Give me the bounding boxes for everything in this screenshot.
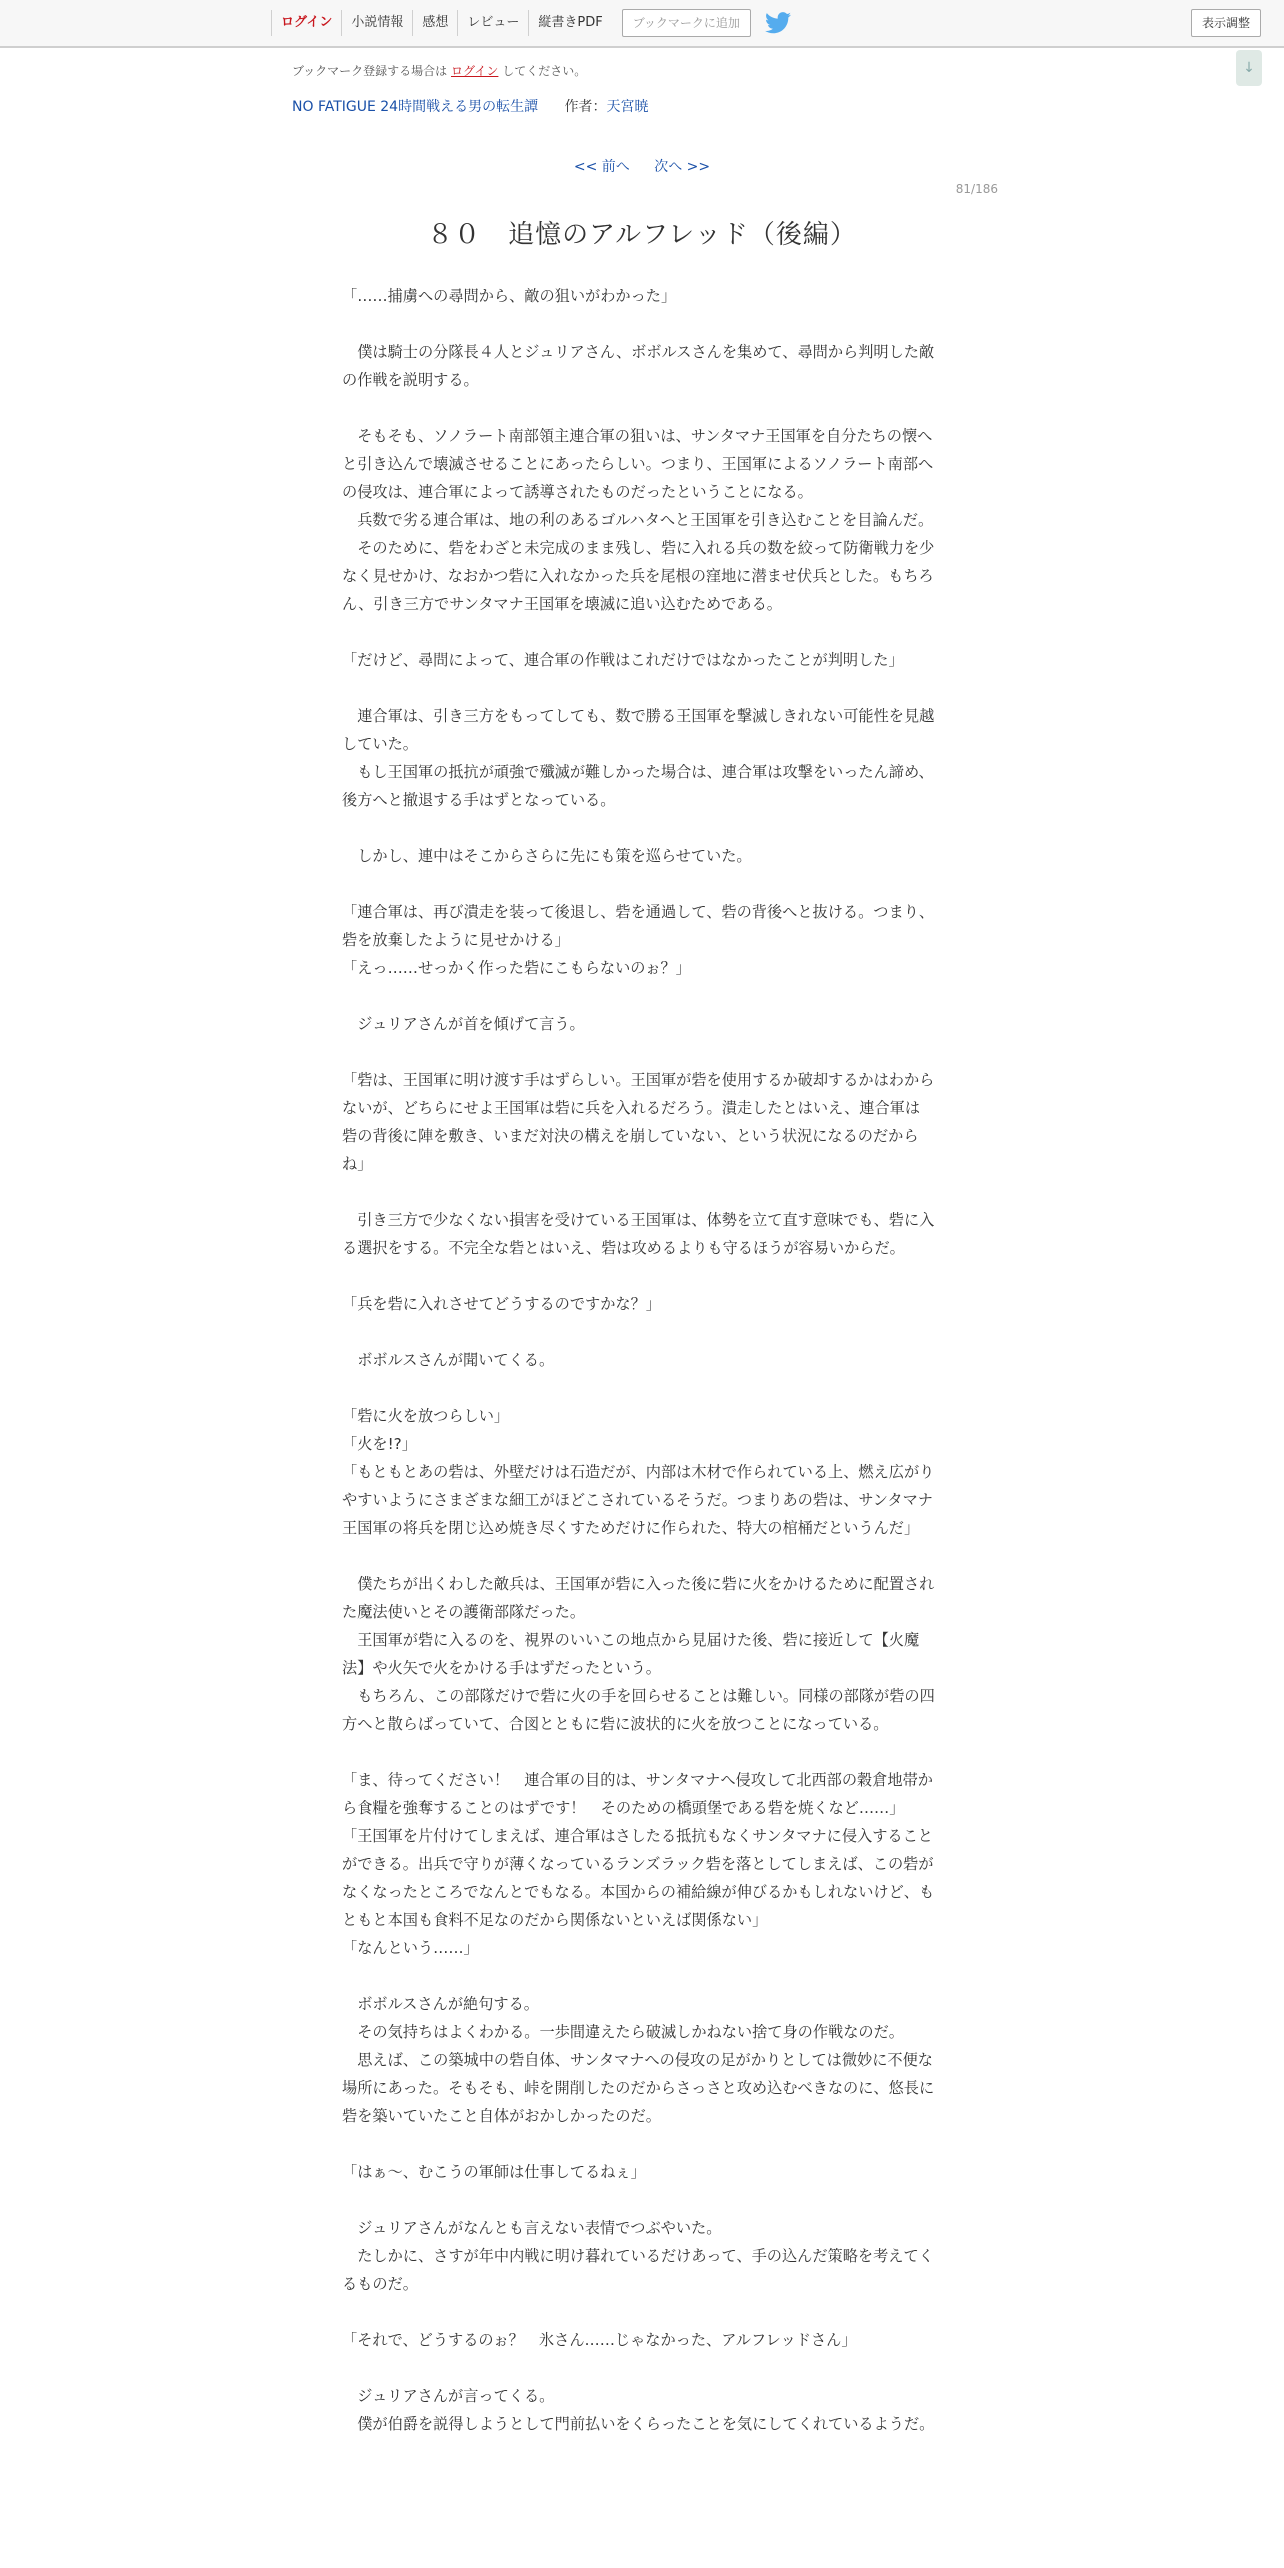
chapter-body: [342, 282, 935, 2438]
blank-line: [342, 2298, 935, 2326]
blank-line: [342, 310, 935, 338]
paragraph: 引き三方で少なくない損害を受けている王国軍は、体勢を立て直す意味でも、砦に入る選択をする。不完全な砦とはいえ、砦は攻めるよりも守るほうが容易いからだ。: [342, 1211, 935, 1257]
paragraph: もし王国軍の抵抗が頑強で殲滅が難しかった場合は、連合軍は攻撃をいったん諦め、後方へと撤退する手はずとなっている。: [342, 763, 934, 809]
paragraph: 兵数で劣る連合軍は、地の利のあるゴルハタへと王国軍を引き込むことを目論んだ。: [342, 511, 934, 529]
paragraph: 「だけど、尋問によって、連合軍の作戦はこれだけではなかったことが判明した」: [342, 651, 904, 669]
paragraph: 「ま、待ってください！ 連合軍の目的は、サンタマナへ侵攻して北西部の穀倉地帯から食糧を強奪することのはずです！ そのための橋頭堡である砦を焼くなど……」: [342, 1771, 933, 1817]
nav-pdf-link[interactable]: 縦書きPDF: [528, 10, 611, 36]
bookmark-note-text: ブックマーク登録する場合は: [292, 64, 448, 78]
paragraph: 僕は騎士の分隊長４人とジュリアさん、ボボルスさんを集めて、尋問から判明した敵の作戦を説明する。: [342, 343, 935, 389]
paragraph: ジュリアさんが言ってくる。: [342, 2387, 555, 2405]
blank-line: [342, 1962, 935, 1990]
paragraph: ジュリアさんが首を傾げて言う。: [342, 1015, 585, 1033]
blank-line: [342, 1178, 935, 1206]
novel-header: [292, 96, 649, 116]
blank-line: [342, 1542, 935, 1570]
next-chapter-link[interactable]: 次へ >>: [654, 159, 711, 175]
paragraph: 「砦は、王国軍に明け渡す手はずらしい。王国軍が砦を使用するか破却するかはわからないが、どちらにせよ王国軍は砦に兵を入れるだろう。潰走したとはいえ、連合軍は砦の背後に陣を敷き、いまだ対決の構えを崩していない、という状況になるのだからね」: [342, 1071, 935, 1173]
bookmark-login-link[interactable]: ログイン: [451, 64, 499, 78]
blank-line: [342, 674, 935, 702]
blank-line: [342, 1318, 935, 1346]
author-link[interactable]: 天宮暁: [606, 99, 649, 115]
blank-line: [342, 1374, 935, 1402]
scroll-down-tab[interactable]: ↓: [1236, 50, 1262, 86]
paragraph: 「それで、どうするのぉ？ 氷さん……じゃなかった、アルフレッドさん」: [342, 2331, 857, 2349]
blank-line: [342, 1038, 935, 1066]
blank-line: [342, 2130, 935, 2158]
blank-line: [342, 982, 935, 1010]
prev-chapter-link[interactable]: << 前へ: [573, 159, 630, 175]
nav-review-link[interactable]: レビュー: [457, 10, 528, 36]
chapter-count: 81/186: [955, 182, 998, 196]
paragraph: 「砦に火を放つらしい」: [342, 1407, 510, 1425]
paragraph: たしかに、さすが年中内戦に明け暮れているだけあって、手の込んだ策略を考えてくるものだ。: [342, 2247, 934, 2293]
bookmark-login-note: [292, 62, 586, 79]
paragraph: しかし、連中はそこからさらに先にも策を巡らせていた。: [342, 847, 752, 865]
paragraph: 「はぁ～、むこうの軍師は仕事してるねぇ」: [342, 2163, 646, 2181]
paragraph: 僕たちが出くわした敵兵は、王国軍が砦に入った後に砦に火をかけるために配置された魔法使いとその護衛部隊だった。: [342, 1575, 935, 1621]
chapter-pager: [0, 156, 1284, 176]
blank-line: [342, 1738, 935, 1766]
paragraph: 「王国軍を片付けてしまえば、連合軍はさしたる抵抗もなくサンタマナに侵入することができる。出兵で守りが薄くなっているランズラック砦を落としてしまえば、この砦がなくなったところでなんとでもなる。本国からの補給線が伸びるかもしれないけど、もともと本国も食料不足なのだから関係ないといえば関係ない」: [342, 1827, 935, 1929]
blank-line: [342, 870, 935, 898]
paragraph: そもそも、ソノラート南部領主連合軍の狙いは、サンタマナ王国軍を自分たちの懐へと引き込んで壊滅させることにあったらしい。つまり、王国軍によるソノラート南部への侵攻は、連合軍によって誘導されたものだったということになる。: [342, 427, 934, 501]
novel-title-link[interactable]: NO FATIGUE 24時間戦える男の転生譚: [292, 99, 539, 115]
paragraph: ボボルスさんが絶句する。: [342, 1995, 539, 2013]
display-settings-button[interactable]: 表示調整: [1191, 9, 1261, 37]
paragraph: ジュリアさんがなんとも言えない表情でつぶやいた。: [342, 2219, 722, 2237]
paragraph: 思えば、この築城中の砦自体、サンタマナへの侵攻の足がかりとしては微妙に不便な場所にあった。そもそも、峠を開削したのだからさっさと攻め込むべきなのに、悠長に砦を築いていたこと自体がおかしかったのだ。: [342, 2051, 935, 2125]
paragraph: そのために、砦をわざと未完成のまま残し、砦に入れる兵の数を絞って防衛戦力を少なく見せかけ、なおかつ砦に入れなかった兵を尾根の窪地に潜ませ伏兵とした。もちろん、引き三方でサンタマナ王国軍を壊滅に追い込むためである。: [342, 539, 935, 613]
paragraph: 「もともとあの砦は、外壁だけは石造だが、内部は木材で作られている上、燃え広がりやすいようにさまざまな細工がほどこされているそうだ。つまりあの砦は、サンタマナ王国軍の将兵を閉じ込め焼き尽くすためだけに作られた、特大の棺桶だというんだ」: [342, 1463, 935, 1537]
blank-line: [342, 618, 935, 646]
paragraph: 「なんという……」: [342, 1939, 479, 1957]
nav-impression-link[interactable]: 感想: [412, 10, 457, 36]
top-nav-bar: [0, 0, 1284, 48]
blank-line: [342, 1262, 935, 1290]
add-bookmark-button[interactable]: ブックマークに追加: [622, 9, 751, 37]
paragraph: もちろん、この部隊だけで砦に火の手を回らせることは難しい。同様の部隊が砦の四方へと散らばっていて、合図とともに砦に波状的に火を放つことになっている。: [342, 1687, 935, 1733]
paragraph: 「火を!?」: [342, 1435, 417, 1453]
blank-line: [342, 814, 935, 842]
bookmark-note-suffix: してください。: [502, 64, 587, 78]
paragraph: 「えっ……せっかく作った砦にこもらないのぉ？」: [342, 959, 691, 977]
paragraph: 「兵を砦に入れさせてどうするのですかな？」: [342, 1295, 661, 1313]
chapter-title: ８０ 追憶のアルフレッド（後編）: [427, 220, 857, 250]
nav-novel-info-link[interactable]: 小説情報: [341, 10, 412, 36]
paragraph: ボボルスさんが聞いてくる。: [342, 1351, 555, 1369]
blank-line: [342, 2186, 935, 2214]
paragraph: その気持ちはよくわかる。一歩間違えたら破滅しかねない捨て身の作戦なのだ。: [342, 2023, 904, 2041]
author-label: 作者：: [564, 99, 607, 115]
paragraph: 僕が伯爵を説得しようとして門前払いをくらったことを気にしてくれているようだ。: [342, 2415, 935, 2433]
paragraph: 「連合軍は、再び潰走を装って後退し、砦を通過して、砦の背後へと抜ける。つまり、砦を放棄したように見せかける」: [342, 903, 935, 949]
paragraph: 王国軍が砦に入るのを、視界のいいこの地点から見届けた後、砦に接近して【火魔法】や火矢で火をかける手はずだったという。: [342, 1631, 920, 1677]
nav-menu: [271, 0, 791, 46]
blank-line: [342, 394, 935, 422]
twitter-icon[interactable]: [765, 12, 791, 34]
blank-line: [342, 2354, 935, 2382]
nav-login-link[interactable]: ログイン: [271, 10, 341, 36]
paragraph: 連合軍は、引き三方をもってしても、数で勝る王国軍を撃滅しきれない可能性を見越していた。: [342, 707, 935, 753]
paragraph: 「……捕虜への尋問から、敵の狙いがわかった」: [342, 287, 677, 305]
